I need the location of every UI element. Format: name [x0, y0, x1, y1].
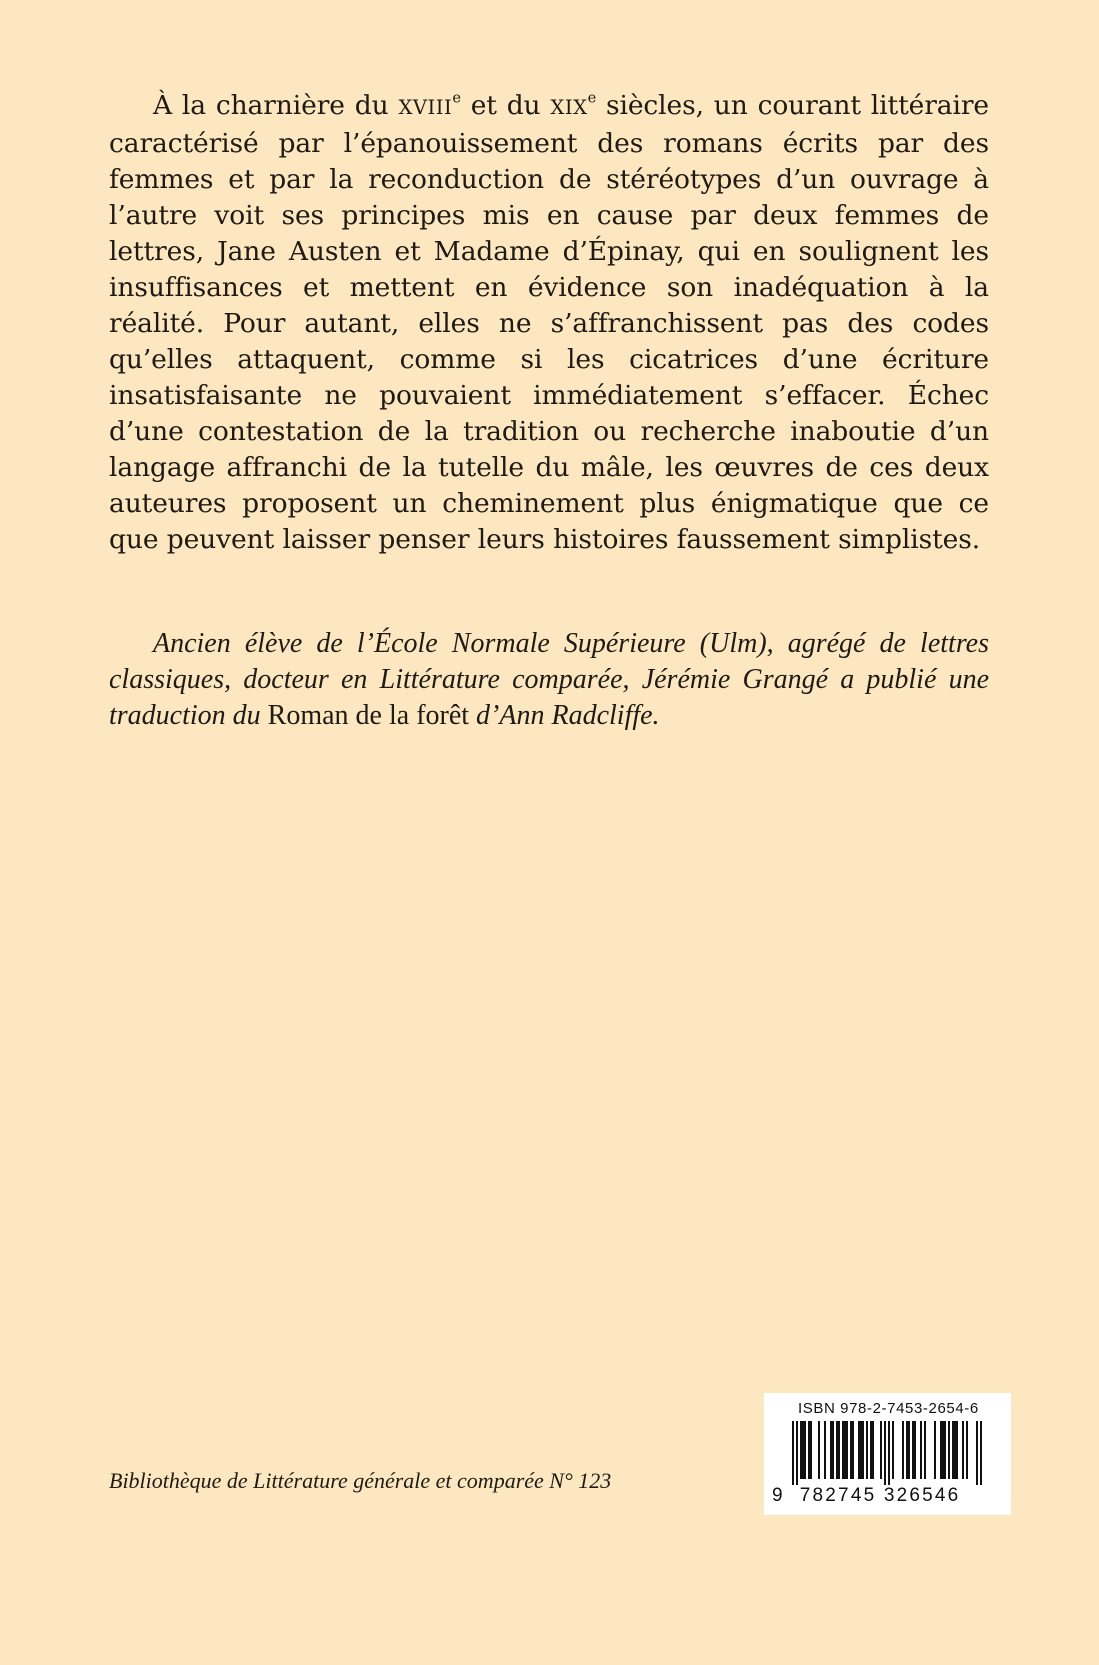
ean-left-digits: 782745: [799, 1485, 877, 1506]
barcode-bar: [948, 1421, 950, 1479]
barcode-bar: [832, 1421, 834, 1479]
blurb-text-1: À la charnière du: [153, 90, 399, 121]
barcode-bar: [940, 1421, 942, 1479]
barcode-bar: [792, 1421, 794, 1485]
barcode-bar: [860, 1421, 862, 1479]
barcode-bar: [966, 1421, 968, 1479]
bio-text-2: d’Ann Radcliffe.: [469, 700, 660, 731]
barcode-bar: [862, 1421, 864, 1479]
barcode-bar: [800, 1421, 802, 1479]
barcode-bar: [824, 1421, 826, 1479]
barcode-bar: [810, 1421, 812, 1479]
barcode-bars: [772, 1421, 1003, 1485]
isbn-barcode: [764, 1393, 1011, 1515]
barcode-bar: [884, 1421, 886, 1485]
barcode-bar: [934, 1421, 936, 1479]
barcode-bar: [892, 1421, 894, 1479]
century-18: XVIII: [398, 96, 453, 119]
ean-digits: [772, 1485, 1003, 1507]
century-suffix-2: e: [587, 89, 597, 107]
barcode-bar: [914, 1421, 916, 1479]
barcode-bar: [838, 1421, 840, 1479]
barcode-bar: [954, 1421, 956, 1479]
barcode-bar: [962, 1421, 964, 1479]
author-bio: [109, 626, 989, 734]
series-line: Bibliothèque de Littérature générale et comparée N° 123: [109, 1468, 612, 1493]
barcode-bar: [902, 1421, 904, 1479]
barcode-bar: [956, 1421, 958, 1479]
ean-right-digits: 326546: [883, 1485, 961, 1506]
barcode-bar: [906, 1421, 908, 1479]
barcode-bar: [866, 1421, 868, 1479]
barcode-bar: [852, 1421, 854, 1479]
barcode-bar: [944, 1421, 946, 1479]
barcode-bar: [818, 1421, 820, 1479]
barcode-bar: [942, 1421, 944, 1479]
barcode-bar: [976, 1421, 978, 1485]
century-suffix-1: e: [452, 89, 461, 107]
bio-text-1: Ancien élève de l’École Normale Supérieure (Ulm), agrégé de lettres classiques, docteur en Littérature comparée, Jérémie Grangé a publié une traduction du: [109, 628, 989, 731]
barcode-bar: [920, 1421, 922, 1479]
back-cover-blurb: [109, 88, 989, 558]
barcode-bar: [952, 1421, 954, 1479]
bio-book-title: Roman de la forêt: [267, 700, 470, 731]
barcode-bar: [858, 1421, 860, 1479]
barcode-bar: [830, 1421, 832, 1479]
barcode-bar: [796, 1421, 798, 1485]
barcode-bar: [980, 1421, 982, 1485]
barcode-bar: [872, 1421, 874, 1479]
barcode-bar: [802, 1421, 804, 1479]
barcode-bar: [908, 1421, 910, 1479]
blurb-text-2: et du: [460, 90, 551, 121]
barcode-bar: [870, 1421, 872, 1479]
barcode-bar: [836, 1421, 838, 1479]
barcode-bar: [804, 1421, 806, 1479]
barcode-bar: [880, 1421, 882, 1479]
barcode-bar: [850, 1421, 852, 1479]
isbn-label: ISBN 978-2-7453-2654-6: [798, 1400, 979, 1417]
barcode-bar: [842, 1421, 844, 1479]
barcode-bar: [844, 1421, 846, 1479]
ean-first-digit: 9: [772, 1485, 785, 1506]
blurb-text-3: siècles, un courant littéraire caractérisé par l’épanouissement des romans écrits par des femmes et par la reconduction de stéréotypes d’un ouvrage à l’autre voit ses principes mis en cause par deux femmes de lettres, Jane Austen et Madame d’Épinay, qui en soulignent les insuffisances et mettent en évidence son inadéquation à la réalité. Pour autant, elles ne s’affranchissent pas des codes qu’elles attaquent, comme si les cicatrices d’une écriture insatisfaisante ne pouvaient immédiatement s’effacer. Échec d’une contestation de la tradition ou recherche inaboutie d’un langage affranchi de la tutelle du mâle, les œuvres de ces deux auteures proposent un cheminement plus énigmatique que ce que peuvent laisser penser leurs histoires faussement simplistes.: [109, 90, 990, 555]
century-19: XIX: [550, 96, 588, 119]
barcode-bar: [912, 1421, 914, 1479]
barcode-bar: [924, 1421, 926, 1479]
barcode-bar: [808, 1421, 810, 1479]
barcode-bar: [846, 1421, 848, 1479]
barcode-bar: [888, 1421, 890, 1485]
